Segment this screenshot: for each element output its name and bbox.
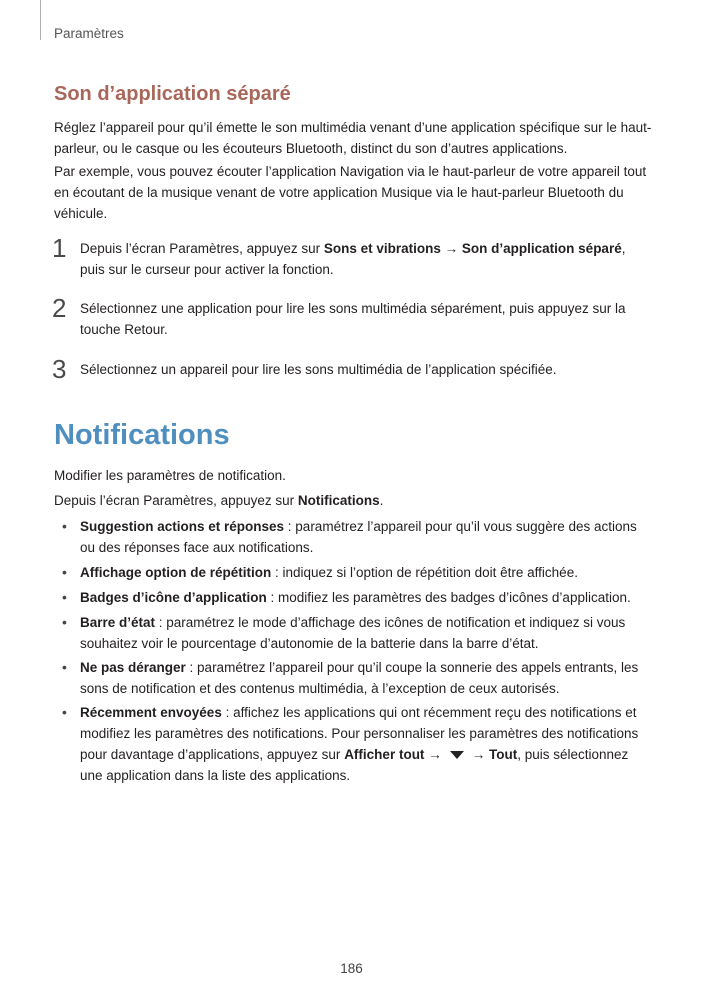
section1-intro-2: Par exemple, vous pouvez écouter l’application Navigation via le haut-parleur de votre appareil tout en écoutant de la musique venant de votre application Musique via le haut-parleur Bluetooth du véhicule. bbox=[54, 164, 647, 221]
step-number-1: 1 bbox=[52, 233, 67, 263]
list-item: Badges d’icône d’application : modifiez les paramètres des badges d’icônes d’application. bbox=[80, 590, 631, 605]
bullet-marker: • bbox=[62, 589, 67, 605]
triangle-down-icon bbox=[450, 751, 464, 759]
page-number: 186 bbox=[340, 961, 363, 976]
list-item: Suggestion actions et réponses : paramétrez l’appareil pour qu’il vous suggère des actions ou des réponses face aux notifications. bbox=[80, 519, 637, 555]
step-1-text: Depuis l’écran Paramètres, appuyez sur Sons et vibrations → Son d’application séparé, puis sur le curseur pour activer la fonction. bbox=[80, 241, 626, 277]
section-title-notifications: Notifications bbox=[54, 419, 230, 451]
list-item: Barre d’état : paramétrez le mode d’affichage des icônes de notification et indiquez si vous souhaitez voir le pourcentage d’autonomie de la batterie dans la barre d’état. bbox=[80, 615, 626, 651]
header-divider bbox=[40, 0, 41, 40]
page-header-title: Paramètres bbox=[54, 26, 124, 41]
section2-intro-1: Modifier les paramètres de notification. bbox=[54, 468, 286, 483]
list-item: Ne pas déranger : paramétrez l’appareil pour qu’il coupe la sonnerie des appels entrants, les sons de notification et des contenus multimédia, à l’exception de ceux autorisés. bbox=[80, 660, 639, 696]
bullet-marker: • bbox=[62, 564, 67, 580]
step-number-2: 2 bbox=[52, 293, 67, 323]
bullet-marker: • bbox=[62, 518, 67, 534]
step-2-text: Sélectionnez une application pour lire les sons multimédia séparément, puis appuyez sur la touche Retour. bbox=[80, 301, 626, 337]
section-title-separate-app-sound: Son d’application séparé bbox=[54, 83, 291, 105]
step-number-3: 3 bbox=[52, 354, 67, 384]
bullet-marker: • bbox=[62, 704, 67, 720]
list-item: Récemment envoyées : affichez les applications qui ont récemment reçu des notifications et modifiez les paramètres des notifications. Pour personnaliser les paramètres des notifications pour davantage d’applications, appuyez sur Afficher tout → → Tout, puis sélectionnez une application dans la liste des applications. bbox=[80, 705, 639, 783]
list-item: Affichage option de répétition : indiquez si l’option de répétition doit être affichée. bbox=[80, 565, 578, 580]
step-3-text: Sélectionnez un appareil pour lire les sons multimédia de l’application spécifiée. bbox=[80, 362, 557, 377]
section2-intro-2: Depuis l’écran Paramètres, appuyez sur Notifications. bbox=[54, 493, 384, 508]
bullet-marker: • bbox=[62, 659, 67, 675]
bullet-marker: • bbox=[62, 614, 67, 630]
section1-intro-1: Réglez l’appareil pour qu’il émette le son multimédia venant d’une application spécifique sur le haut-parleur, ou le casque ou les écouteurs Bluetooth, distinct du son d’autres applications. bbox=[54, 120, 652, 156]
